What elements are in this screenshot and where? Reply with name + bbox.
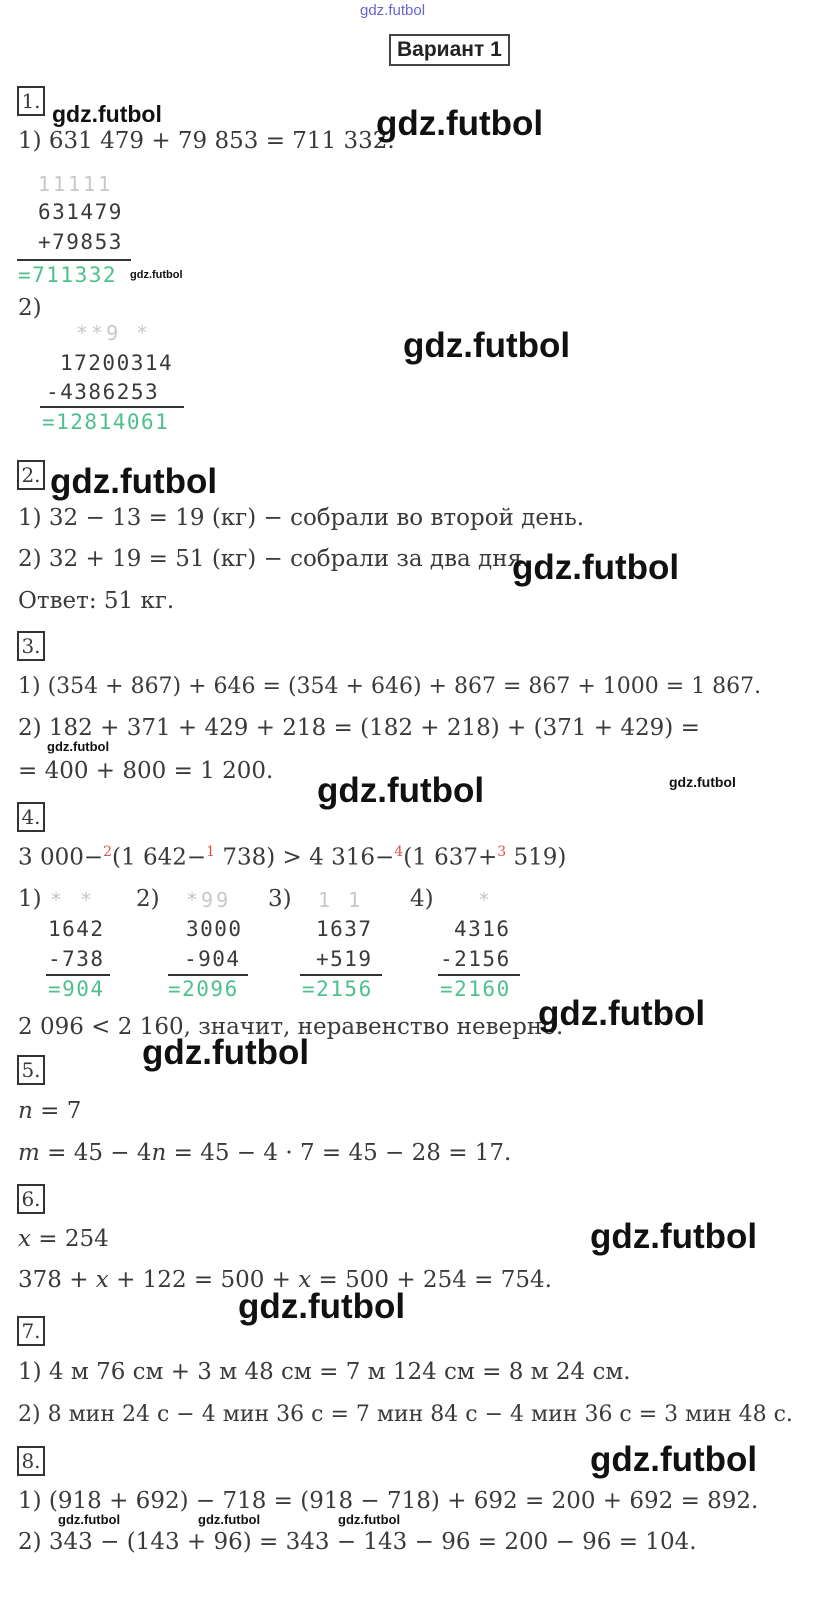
operand-b: -904 [184, 947, 241, 971]
variable-n: n [151, 1140, 167, 1166]
operand-a: 4316 [454, 917, 511, 941]
difference-line [168, 974, 248, 976]
watermark: gdz.futbol [58, 1512, 121, 1527]
order-mark: 4 [394, 844, 404, 860]
calc-label: 1) [18, 886, 42, 912]
operand-b: +519 [316, 947, 373, 971]
sum-line [17, 259, 131, 261]
expr-part: 3 000− [18, 844, 104, 871]
task-number-2: 2. [17, 460, 45, 490]
operand-a: 1642 [48, 917, 105, 941]
watermark: gdz.futbol [317, 771, 485, 810]
task5-m [18, 1140, 511, 1166]
result: =2096 [168, 977, 239, 1001]
expr-part: (1 637+ [403, 844, 498, 871]
operand-b: +79853 [38, 230, 123, 254]
carry-digits: **9 * [76, 321, 152, 345]
result: =711332 [18, 263, 118, 287]
result: =2156 [302, 977, 373, 1001]
operand-a: 17200314 [60, 351, 174, 375]
task-number-3: 3. [17, 631, 45, 661]
task4-conclusion: 2 096 < 2 160, значит, неравенство неверно. [18, 1014, 564, 1040]
variable-x: x [18, 1226, 31, 1252]
watermark: gdz.futbol [590, 1217, 758, 1256]
watermark: gdz.futbol [238, 1287, 406, 1326]
order-mark: 2 [103, 844, 113, 860]
expr-part: = 500 + 254 = 754. [311, 1267, 552, 1293]
calc-label: 3) [268, 886, 292, 912]
expr-part: = 45 − 4 [39, 1140, 152, 1166]
result: =2160 [440, 977, 511, 1001]
calc-label: 2) [136, 886, 160, 912]
task7-line1: 1) 4 м 76 см + 3 м 48 см = 7 м 124 см = 8 м 24 см. [18, 1359, 631, 1385]
operand-b: -4386253 [46, 380, 160, 404]
sum-line [300, 974, 382, 976]
operand-b: -738 [48, 947, 105, 971]
operand-a: 1637 [316, 917, 373, 941]
difference-line [46, 974, 110, 976]
watermark: gdz.futbol [52, 101, 162, 127]
task-number-6: 6. [17, 1184, 45, 1214]
variable-x: x [298, 1267, 312, 1293]
task2-line1: 1) 32 − 13 = 19 (кг) − собрали во второй день. [18, 505, 585, 531]
task1-line1: 1) 631 479 + 79 853 = 711 332. [18, 128, 395, 154]
operand-b: -2156 [440, 947, 511, 971]
watermark: gdz.futbol [376, 104, 544, 143]
variable-x: x [95, 1267, 109, 1293]
task3-line1: 1) (354 + 867) + 646 = (354 + 646) + 867 = 867 + 1000 = 1 867. [18, 674, 762, 699]
order-mark: 1 [206, 844, 216, 860]
variable-m: m [18, 1140, 40, 1166]
operand-a: 631479 [38, 200, 123, 224]
order-mark: 3 [497, 844, 507, 860]
task4-expression [18, 844, 566, 871]
expr-part: = 254 [30, 1226, 109, 1252]
carry-digits: * * [50, 888, 96, 912]
task3-line3: = 400 + 800 = 1 200. [18, 758, 274, 784]
expr-part: = 7 [32, 1098, 82, 1124]
operand-a: 3000 [186, 917, 243, 941]
expr-part: + 122 = 500 + [108, 1267, 299, 1293]
difference-line [40, 406, 184, 408]
carry-digits: 11111 [38, 172, 114, 196]
result: =904 [48, 977, 105, 1001]
site-link[interactable]: gdz.futbol [360, 2, 426, 19]
task5-n [18, 1098, 81, 1124]
difference-line [438, 974, 520, 976]
task-number-8: 8. [17, 1446, 45, 1476]
watermark: gdz.futbol [403, 326, 571, 365]
watermark: gdz.futbol [512, 548, 680, 587]
expr-part: 519) [506, 844, 567, 871]
task1-label2: 2) [18, 295, 42, 321]
task8-line1: 1) (918 + 692) − 718 = (918 − 718) + 692 = 200 + 692 = 892. [18, 1488, 759, 1514]
task2-answer: Ответ: 51 кг. [18, 588, 175, 614]
watermark: gdz.futbol [669, 774, 736, 790]
watermark: gdz.futbol [130, 269, 183, 281]
variant-title: Вариант 1 [389, 34, 510, 66]
task2-line2: 2) 32 + 19 = 51 (кг) − собрали за два дня. [18, 546, 530, 572]
calc-label: 4) [410, 886, 434, 912]
watermark: gdz.futbol [47, 739, 110, 754]
task6-x [18, 1226, 109, 1252]
task-number-7: 7. [17, 1316, 45, 1346]
task-number-4: 4. [17, 802, 45, 832]
result: =12814061 [42, 410, 170, 434]
variable-n: n [18, 1098, 33, 1124]
carry-digits: * [478, 888, 494, 912]
task-number-5: 5. [17, 1055, 45, 1085]
watermark: gdz.futbol [338, 1512, 401, 1527]
task3-line2: 2) 182 + 371 + 429 + 218 = (182 + 218) + (371 + 429) = [18, 715, 700, 741]
expr-part: (1 642− [112, 844, 207, 871]
task7-line2: 2) 8 мин 24 с − 4 мин 36 с = 7 мин 84 с − 4 мин 36 с = 3 мин 48 с. [18, 1402, 793, 1427]
task-number-1: 1. [17, 86, 45, 116]
carry-digits: 1 1 [318, 888, 364, 912]
watermark: gdz.futbol [198, 1512, 261, 1527]
expr-part: 738) > 4 316− [215, 844, 395, 871]
watermark: gdz.futbol [538, 994, 706, 1033]
watermark: gdz.futbol [142, 1033, 310, 1072]
expr-part: = 45 − 4 · 7 = 45 − 28 = 17. [166, 1140, 512, 1166]
watermark: gdz.futbol [590, 1440, 758, 1479]
task8-line2: 2) 343 − (143 + 96) = 343 − 143 − 96 = 200 − 96 = 104. [18, 1529, 697, 1555]
carry-digits: *99 [186, 888, 232, 912]
expr-part: 378 + [18, 1267, 96, 1293]
watermark: gdz.futbol [50, 462, 218, 501]
